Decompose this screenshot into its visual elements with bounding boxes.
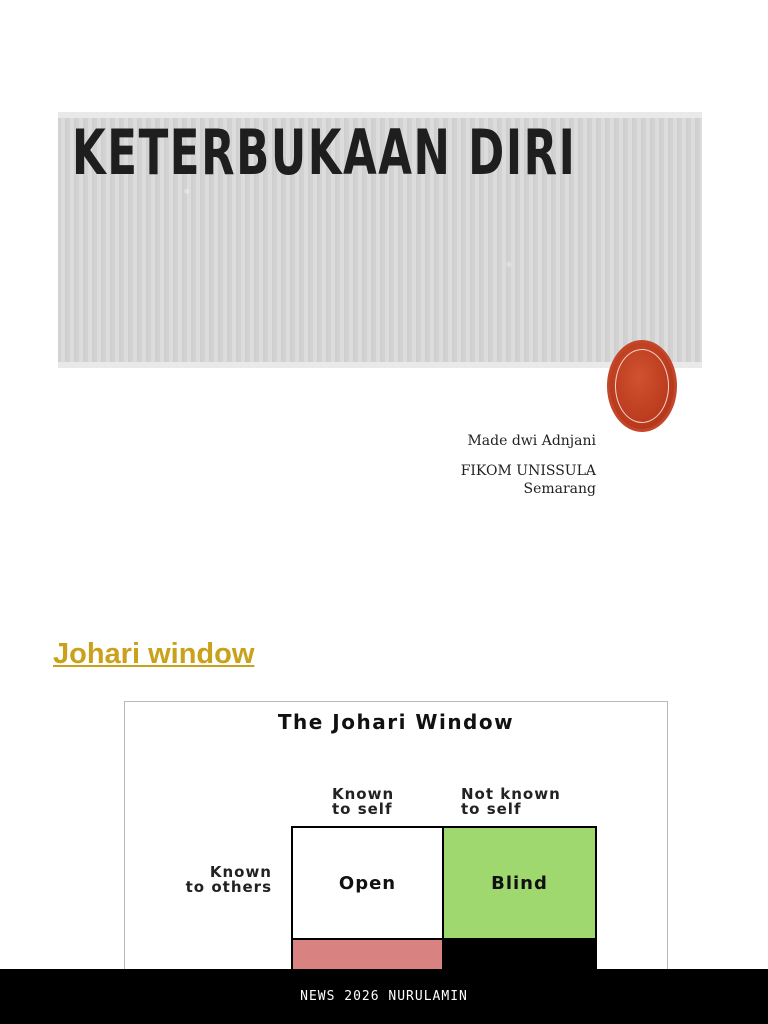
footer-text: NEWS 2026 NURULAMIN: [300, 989, 468, 1004]
row-label-known-line2: to others: [185, 878, 272, 896]
column-label-not-known-to-self: [461, 787, 561, 817]
johari-window-link[interactable]: Johari window: [53, 638, 255, 670]
slide-title: KETERBUKAAN DIRI: [72, 116, 577, 189]
quadrant-open-label: Open: [338, 872, 397, 894]
column-label-unknown-line2: to self: [461, 800, 522, 818]
author-affiliation: FIKOM UNISSULA: [460, 463, 596, 479]
column-label-unknown-line1: Not known: [461, 785, 561, 803]
quadrant-open: [291, 826, 444, 940]
figure-title: The Johari Window: [277, 710, 515, 734]
seal-inner-ring: [615, 349, 669, 423]
row-label-known-to-others: [186, 865, 272, 895]
author-name: Made dwi Adnjani: [467, 433, 596, 449]
seal-ornament: [607, 340, 677, 432]
author-block: [461, 432, 596, 498]
quadrant-blind-label: Blind: [491, 872, 548, 894]
column-label-known-line1: Known: [332, 785, 395, 803]
quadrant-blind: [442, 826, 597, 940]
author-city: Semarang: [523, 481, 596, 497]
column-label-known-to-self: [332, 787, 394, 817]
footer-bar: [0, 969, 768, 1024]
johari-window-figure: [124, 701, 668, 1001]
title-banner: [58, 112, 702, 368]
row-label-known-line1: Known: [209, 863, 272, 881]
column-label-known-line2: to self: [332, 800, 393, 818]
